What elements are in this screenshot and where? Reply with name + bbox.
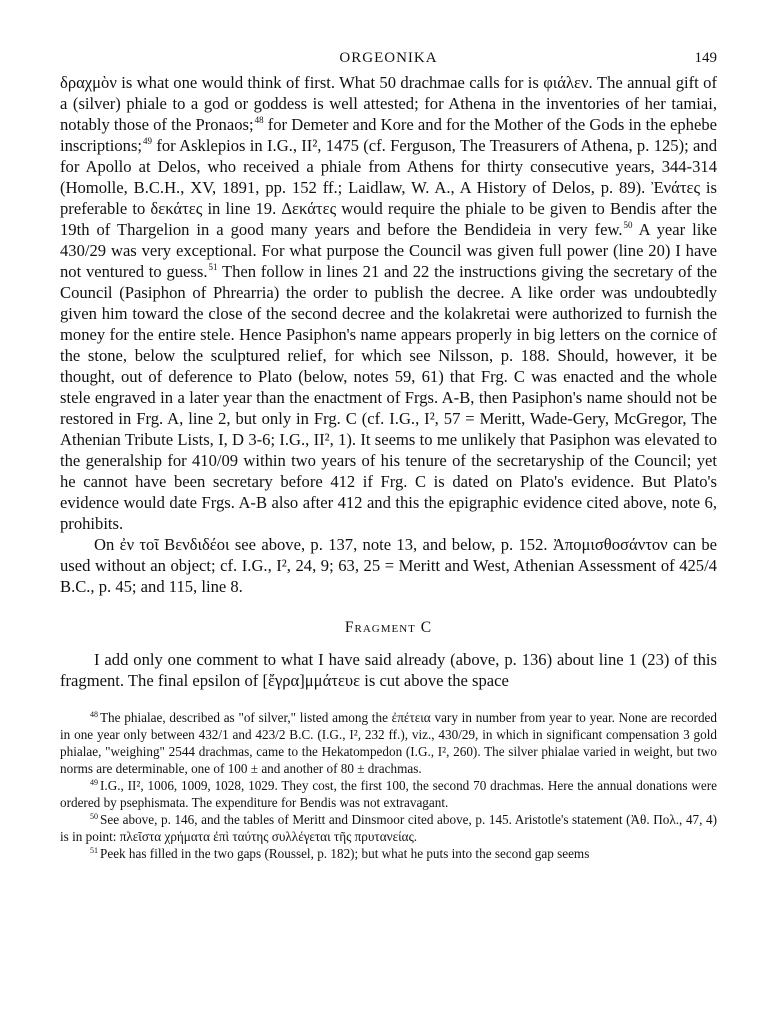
text-run: for Demeter and Kore and for the Mother of the Gods in the ephebe inscriptions; [60,115,717,155]
footnote-number: 50 [90,811,98,821]
running-title: ORGEONIKA [339,50,438,66]
text-run: Then follow in lines 21 and 22 the instructions giving the secretary of the Council (Pasiphon of Phrearria) the order to publish the decree. A like order was undoubtedly given him toward the close of the second decree and the kolakretai were authorized to furnish the money for the entire stele. Hence Pasiphon's name appears properly in big letters on the cornice of the stone, below the sculptured relief, for which see Nilsson, p. 188. Should, however, it be thought, out of deference to Plato (below, notes 59, 61) that Frg. C was enacted and the whole stele engraved in a later year than the enactment of Frgs. A-B, then Pasiphon's name should not be restored in Frg. A, line 2, but only in Frg. C (cf. I.G., I², 57 = Meritt, Wade-Gery, McGregor, The Athenian Tribute Lists, I, D 3-6; I.G., II², 1). It seems to me unlikely that Pasiphon was elevated to the generalship for 410/09 within two years of his tenure of the secretaryship of the Council; yet he cannot have been secretary before 412 if Frg. C is dated on Plato's evidence. But Plato's evidence would date Frgs. A-B also after 412 and this the epigraphic evidence cited above, note 6, prohibits. [60,262,718,533]
main-text [60,72,717,691]
footnote-49 [60,777,717,811]
page-number: 149 [694,50,717,66]
footnote-number: 48 [90,709,98,719]
paragraph-3: I add only one comment to what I have said already (above, p. 136) about line 1 (23) of this fragment. The final epsilon of [ἔγρα]μμάτευε is cut above the space [60,650,717,690]
page [60,48,717,862]
footnote-48 [60,709,717,777]
footnote-ref[interactable]: 49 [143,136,153,147]
text-run: δραχμὸν is what one would think of first. What 50 drachmae calls for is φιάλεν. The annual gift of a (silver) phiale to a god or goddess is well attested; for Athena in the inventories of her tamiai, notably those of the Pronaos; [60,73,717,134]
text-run: A year like 430/29 was very exceptional. For what purpose the Council was given full power (line 20) I have not ventured to guess. [60,220,717,281]
footnote-number: 49 [90,777,98,787]
footnote-50 [60,811,717,845]
footnote-text: Peek has filled in the two gaps (Roussel, p. 182); but what he puts into the second gap seems [100,846,590,861]
footnotes [60,709,717,862]
footnote-ref[interactable]: 48 [254,115,264,126]
paragraph-1 [60,72,717,534]
footnote-ref[interactable]: 50 [623,220,633,231]
footnote-text: The phialae, described as "of silver," listed among the ἐπέτεια vary in number from year to year. None are recorded in one year only between 432/1 and 423/2 B.C. (I.G., I², 232 ff.), viz., 430/29, in which in significant compensation 3 gold phialae, "weighing" 2544 drachmas, came to the Hekatompedon (I.G., I², 260). The silver phialae varied in weight, but two norms are determinable, one of 100 ± and another of 80 ± drachmas. [60,710,717,776]
footnote-text: See above, p. 146, and the tables of Meritt and Dinsmoor cited above, p. 145. Aristotle's statement (Ἀθ. Πολ., 47, 4) is in point: πλεῖστα χρήματα ἐπὶ ταύτης συλλέγεται τῆς πρυτανείας. [60,812,717,844]
footnote-ref[interactable]: 51 [208,262,218,273]
footnote-number: 51 [90,845,98,855]
footnote-51 [60,845,717,862]
section-heading: Fragment C [344,619,433,636]
running-header [60,48,717,72]
footnote-text: I.G., II², 1006, 1009, 1028, 1029. They cost, the first 100, the second 70 drachmas. Here the annual donations were ordered by psephismata. The expenditure for Bendis was not extravagant. [60,778,717,810]
paragraph-2: On ἐν τοῖ Βενδιδέοι see above, p. 137, note 13, and below, p. 152. Ἀπομισθοσάντον can be used without an object; cf. I.G., I², 24, 9; 63, 25 = Meritt and West, Athenian Assessment of 425/4 B.C., p. 45; and 115, line 8. [60,535,717,596]
text-run: for Asklepios in I.G., II², 1475 (cf. Ferguson, The Treasurers of Athena, p. 125); and for Apollo at Delos, who received a phiale from Athens for thirty consecutive years, 344-314 (Homolle, B.C.H., XV, 1891, pp. 152 ff.; Laidlaw, W. A., A History of Delos, p. 89). Ἐνάτες is preferable to δεκάτες in line 19. Δεκάτες would require the phiale to be given to Bendis after the 19th of Thargelion in a good many years and before the Bendideia in very few. [60,136,717,239]
